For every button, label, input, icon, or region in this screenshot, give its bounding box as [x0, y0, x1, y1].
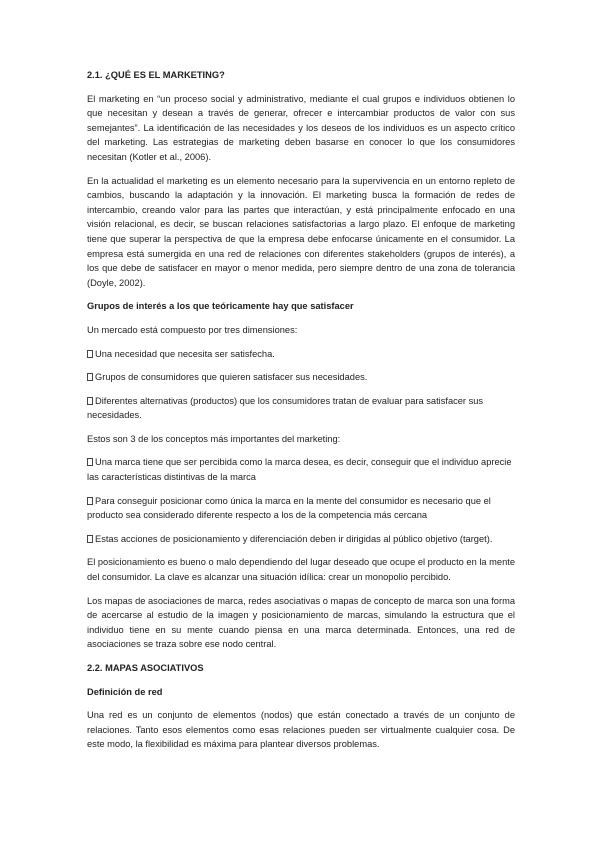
list-item: [87, 394, 515, 423]
checkbox-bullet-icon: [87, 497, 93, 505]
list-item-text: Para conseguir posicionar como única la marca en la mente del consumidor es necesario que el producto sea considerado diferente respecto a los de la competencia más cercana: [87, 495, 491, 521]
list-item-text: Una marca tiene que ser percibida como la marca desea, es decir, conseguir que el individuo aprecie las características distintivas de la marca: [87, 457, 512, 483]
list-item-text: Grupos de consumidores que quieren satisfacer sus necesidades.: [95, 372, 368, 383]
checkbox-bullet-icon: [87, 373, 93, 381]
list-item-text: Diferentes alternativas (productos) que los consumidores tratan de evaluar para satisfacer sus necesidades.: [87, 395, 484, 421]
subheading: Grupos de interés a los que teóricamente hay que satisfacer: [87, 301, 354, 312]
subheading: Definición de red: [87, 686, 163, 697]
paragraph: Los mapas de asociaciones de marca, redes asociativas o mapas de concepto de marca son una forma de acercarse al estudio de la imagen y posicionamiento de marcas, simulando la estructura que el individuo tiene en su mente cuando piensa en una marca determinada. Entonces, una red de asociaciones se traza sobre ese nodo central.: [87, 595, 515, 650]
section-title: 2.1. ¿QUÉ ES EL MARKETING?: [87, 70, 225, 80]
paragraph: Un mercado está compuesto por tres dimensiones:: [87, 324, 298, 335]
paragraph: El posicionamiento es bueno o malo dependiendo del lugar deseado que ocupe el producto en la mente del consumidor. La clave es alcanzar una situación idílica: crear un monopolio percibido.: [87, 557, 515, 583]
checkbox-bullet-icon: [87, 535, 93, 543]
paragraph: En la actualidad el marketing es un elemento necesario para la supervivencia en un entorno repleto de cambios, buscando la adaptación y la innovación. El marketing busca la formación de redes de intercambio, creando valor para las partes que interactúan, y está principalmente enfocado en una visión relacional, es decir, se buscan relaciones satisfactorias a largo plazo. El enfoque de marketing tiene que superar la perspectiva de que la empresa debe enfocarse únicamente en el consumidor. La empresa está sumergida en una red de relaciones con diferentes stakeholders (grupos de interés), a los que debe de satisfacer en mayor o menor medida, pero siempre dentro de una zona de tolerancia (Doyle, 2002).: [87, 175, 515, 288]
paragraph: El marketing en “un proceso social y administrativo, mediante el cual grupos e individuos obtienen lo que necesitan y desean a través de generar, ofrecer e intercambiar productos de valor con sus semejantes”. La identificación de las necesidades y los deseos de los individuos es un aspecto crítico del marketing. Las estrategias de marketing deben basarse en conocer lo que los consumidores necesitan (Kotler et al., 2006).: [87, 93, 515, 162]
checkbox-bullet-icon: [87, 350, 93, 358]
list-item: [87, 532, 515, 547]
list-item: [87, 347, 515, 362]
list-item-text: Una necesidad que necesita ser satisfecha.: [95, 348, 275, 359]
paragraph: Estos son 3 de los conceptos más importantes del marketing:: [87, 433, 341, 444]
list-item: [87, 494, 515, 523]
checkbox-bullet-icon: [87, 397, 93, 405]
document-content: [87, 68, 515, 761]
list-item: [87, 370, 515, 385]
checkbox-bullet-icon: [87, 458, 93, 466]
paragraph: Una red es un conjunto de elementos (nodos) que están conectado a través de un conjunto de relaciones. Tanto esos elementos como esas relaciones pueden ser virtualmente cualquier cosa. De este modo, la flexibilidad es máxima para plantear diversos problemas.: [87, 710, 515, 750]
list-item-text: Estas acciones de posicionamiento y diferenciación deben ir dirigidas al público objetivo (target).: [95, 533, 493, 544]
section-title: 2.2. MAPAS ASOCIATIVOS: [87, 663, 204, 673]
list-item: [87, 455, 515, 484]
